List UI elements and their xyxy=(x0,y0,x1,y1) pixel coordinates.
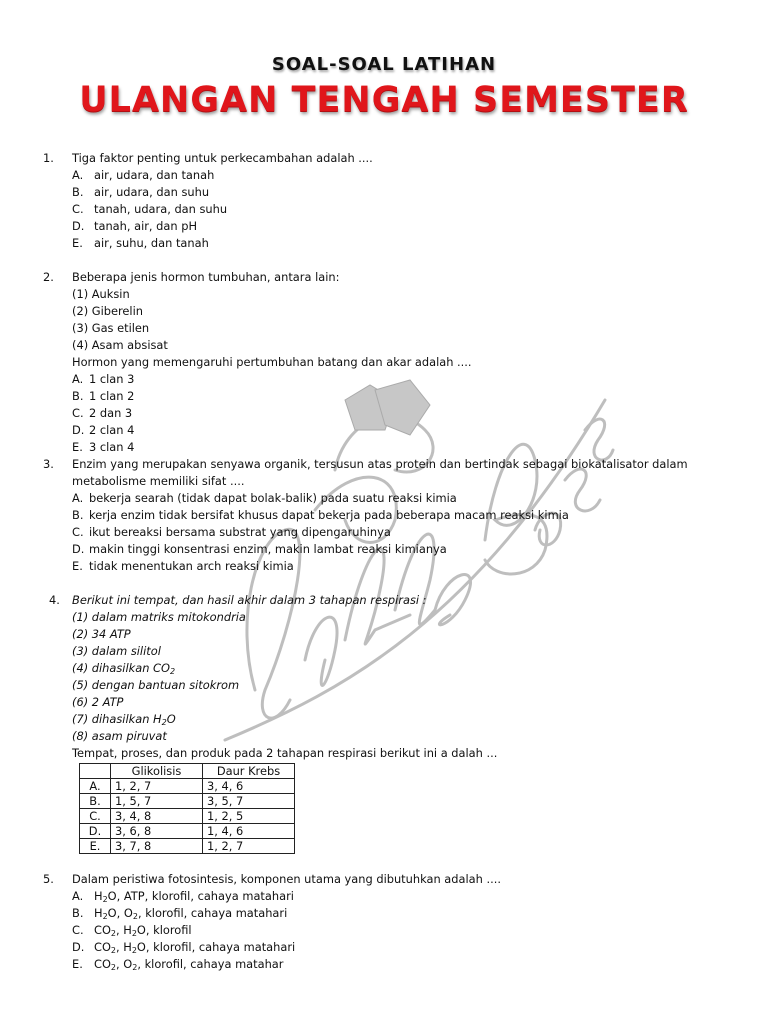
question-number: 3. xyxy=(43,457,54,471)
list-item: (1) Auksin xyxy=(72,287,130,301)
option-d xyxy=(0,422,768,439)
question-5 xyxy=(0,871,768,973)
option-text: CO xyxy=(94,957,111,971)
option-d xyxy=(0,218,768,235)
table-cell: 3, 4, 6 xyxy=(203,779,295,794)
option-text: air, udara, dan tanah xyxy=(94,168,215,182)
option-letter: B. xyxy=(72,906,84,920)
table-header: Glikolisis xyxy=(111,764,203,779)
list-item: (2) 34 ATP xyxy=(72,627,131,641)
table-header xyxy=(80,764,111,779)
table-cell: 1, 2, 5 xyxy=(203,809,295,824)
option-letter: E. xyxy=(72,236,83,250)
table-row xyxy=(80,809,295,824)
header-subtitle: SOAL-SOAL LATIHAN xyxy=(271,54,497,75)
option-text: tanah, udara, dan suhu xyxy=(94,202,228,216)
subscript: 2 xyxy=(102,912,108,921)
item-text: O xyxy=(166,712,176,726)
subscript: 2 xyxy=(169,667,176,676)
option-b xyxy=(0,507,768,524)
option-letter: C. xyxy=(72,923,84,937)
option-letter: E. xyxy=(72,559,83,573)
option-c xyxy=(0,922,768,939)
question-1 xyxy=(0,150,768,252)
option-letter: A. xyxy=(72,889,84,903)
option-text: O, ATP, klorofil, cahaya matahari xyxy=(107,889,294,903)
option-c xyxy=(0,524,768,541)
option-letter: A. xyxy=(72,168,84,182)
option-c xyxy=(0,405,768,422)
option-b xyxy=(0,184,768,201)
table-cell: 1, 2, 7 xyxy=(203,839,295,854)
question-text: Dalam peristiwa fotosintesis, komponen utama yang dibutuhkan adalah .... xyxy=(72,872,501,886)
list-item xyxy=(0,660,768,677)
option-b xyxy=(0,905,768,922)
subscript: 2 xyxy=(131,946,137,955)
subscript: 2 xyxy=(131,929,137,938)
option-text: 1 clan 3 xyxy=(89,372,135,386)
table-row xyxy=(80,839,295,854)
option-e xyxy=(0,558,768,575)
table-cell: B. xyxy=(80,794,111,809)
subscript: 2 xyxy=(110,946,117,955)
subscript: 2 xyxy=(102,895,108,904)
list-item: (5) dengan bantuan sitokrom xyxy=(72,678,240,692)
question-text: Enzim yang merupakan senyawa organik, tersusun atas protein dan bertindak sebagai biokatalisator dalam xyxy=(72,457,688,471)
option-text: H xyxy=(94,889,103,903)
table-row xyxy=(80,824,295,839)
answer-table xyxy=(79,763,295,854)
table-cell: 1, 5, 7 xyxy=(111,794,203,809)
list-item: (6) 2 ATP xyxy=(72,695,124,709)
question-number: 5. xyxy=(43,872,54,886)
question-4 xyxy=(0,592,768,854)
option-text: air, suhu, dan tanah xyxy=(94,236,209,250)
table-cell: 1, 4, 6 xyxy=(203,824,295,839)
option-letter: E. xyxy=(72,957,83,971)
question-text: Tiga faktor penting untuk perkecambahan adalah .... xyxy=(72,151,373,165)
option-text: O, klorofil xyxy=(136,923,192,937)
option-letter: B. xyxy=(72,389,84,403)
option-letter: A. xyxy=(72,372,84,386)
option-letter: D. xyxy=(72,542,85,556)
question-text-cont: metabolisme memiliki sifat .... xyxy=(72,474,245,488)
table-cell: E. xyxy=(80,839,111,854)
option-a xyxy=(0,888,768,905)
header-title: ULANGAN TENGAH SEMESTER xyxy=(79,80,689,120)
option-text: , H xyxy=(116,940,132,954)
subscript: 2 xyxy=(110,963,117,972)
option-text: , klorofil, cahaya matahar xyxy=(137,957,284,971)
question-3 xyxy=(0,456,768,575)
option-text: , O xyxy=(116,957,133,971)
item-text: (4) dihasilkan CO xyxy=(72,661,170,675)
option-d xyxy=(0,939,768,956)
option-text: kerja enzim tidak bersifat khusus dapat bekerja pada beberapa macam reaksi kimia xyxy=(89,508,569,522)
table-row xyxy=(80,794,295,809)
option-letter: D. xyxy=(72,219,85,233)
list-item: (1) dalam matriks mitokondria xyxy=(72,610,246,624)
table-cell: D. xyxy=(80,824,111,839)
table-cell: 3, 4, 8 xyxy=(111,809,203,824)
table-cell: 1, 2, 7 xyxy=(111,779,203,794)
question-prompt: Hormon yang memengaruhi pertumbuhan batang dan akar adalah .... xyxy=(72,355,472,369)
table-cell: 3, 6, 8 xyxy=(111,824,203,839)
table-header: Daur Krebs xyxy=(203,764,295,779)
option-text: ikut bereaksi bersama substrat yang dipengaruhinya xyxy=(89,525,391,539)
list-item: (2) Giberelin xyxy=(72,304,143,318)
question-text: Beberapa jenis hormon tumbuhan, antara lain: xyxy=(72,270,340,284)
option-text: 2 dan 3 xyxy=(89,406,133,420)
option-c xyxy=(0,201,768,218)
option-a xyxy=(0,371,768,388)
option-letter: C. xyxy=(72,202,84,216)
option-text: O, O xyxy=(107,906,133,920)
list-item: (3) dalam silitol xyxy=(72,644,161,658)
option-text: air, udara, dan suhu xyxy=(94,185,210,199)
option-letter: C. xyxy=(72,525,84,539)
option-text: H xyxy=(94,906,103,920)
option-text: makin tinggi konsentrasi enzim, makin lambat reaksi kimianya xyxy=(89,542,447,556)
option-text: bekerja searah (tidak dapat bolak-balik) pada suatu reaksi kimia xyxy=(89,491,457,505)
option-e xyxy=(0,235,768,252)
table-row xyxy=(80,779,295,794)
option-text: CO xyxy=(94,923,111,937)
option-e xyxy=(0,439,768,456)
table-header-row xyxy=(80,764,295,779)
option-b xyxy=(0,388,768,405)
option-text: , H xyxy=(116,923,132,937)
option-letter: D. xyxy=(72,423,85,437)
option-letter: B. xyxy=(72,185,84,199)
table-cell: A. xyxy=(80,779,111,794)
subscript: 2 xyxy=(161,718,167,727)
option-text: 3 clan 4 xyxy=(89,440,135,454)
list-item xyxy=(0,711,768,728)
option-letter: D. xyxy=(72,940,85,954)
option-text: O, klorofil, cahaya matahari xyxy=(136,940,296,954)
option-a xyxy=(0,167,768,184)
option-text: 2 clan 4 xyxy=(89,423,135,437)
question-number: 2. xyxy=(43,270,54,284)
list-item: (3) Gas etilen xyxy=(72,321,150,335)
item-text: (7) dihasilkan H xyxy=(72,712,162,726)
option-letter: E. xyxy=(72,440,83,454)
subscript: 2 xyxy=(132,912,138,921)
option-text: CO xyxy=(94,940,111,954)
question-number: 4. xyxy=(49,593,60,607)
question-list xyxy=(0,150,768,973)
question-2 xyxy=(0,269,768,456)
subscript: 2 xyxy=(110,929,117,938)
option-letter: A. xyxy=(72,491,84,505)
table-cell: 3, 7, 8 xyxy=(111,839,203,854)
question-prompt: Tempat, proses, dan produk pada 2 tahapan respirasi berikut ini a dalah ... xyxy=(72,746,498,760)
option-text: , klorofil, cahaya matahari xyxy=(137,906,288,920)
option-text: tidak menentukan arch reaksi kimia xyxy=(89,559,294,573)
option-d xyxy=(0,541,768,558)
option-e xyxy=(0,956,768,973)
option-text: tanah, air, dan pH xyxy=(94,219,198,233)
option-letter: C. xyxy=(72,406,84,420)
table-cell: C. xyxy=(80,809,111,824)
option-a xyxy=(0,490,768,507)
table-cell: 3, 5, 7 xyxy=(203,794,295,809)
option-text: 1 clan 2 xyxy=(89,389,135,403)
list-item: (4) Asam absisat xyxy=(72,338,168,352)
subscript: 2 xyxy=(132,963,138,972)
list-item: (8) asam piruvat xyxy=(72,729,167,743)
option-letter: B. xyxy=(72,508,84,522)
question-text: Berikut ini tempat, dan hasil akhir dalam 3 tahapan respirasi : xyxy=(72,593,427,607)
question-number: 1. xyxy=(43,151,54,165)
